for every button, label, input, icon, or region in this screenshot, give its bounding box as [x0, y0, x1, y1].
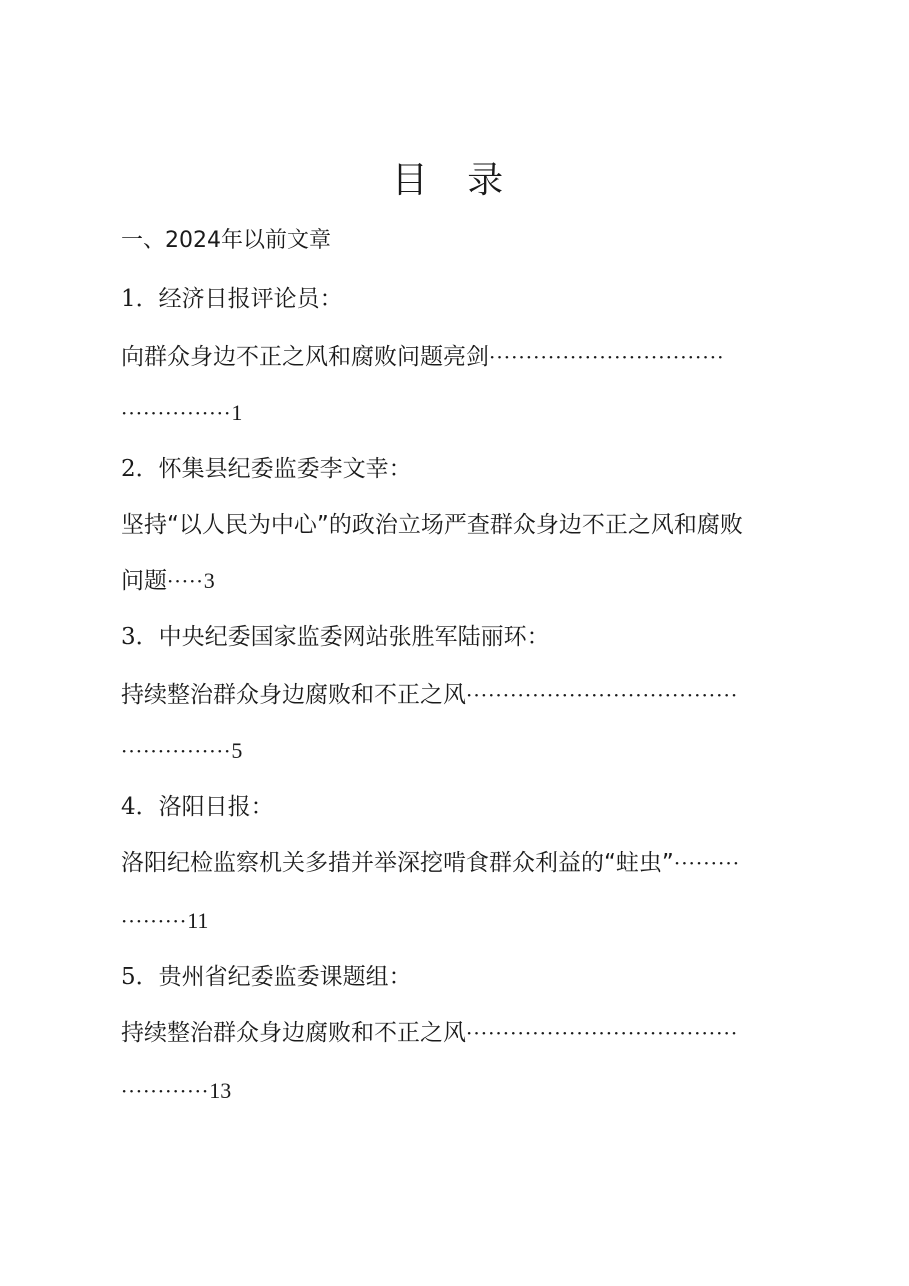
toc-entry-3-page-line [121, 734, 793, 768]
page-number: 11 [187, 908, 209, 933]
toc-entry-2-page-line [121, 564, 793, 598]
page-number: 13 [209, 1078, 232, 1103]
leader-dots: ··············· [121, 739, 232, 763]
leader-dots: ····································· [466, 1021, 739, 1045]
page-number: 5 [231, 738, 243, 763]
entry-author: 洛阳日报： [158, 794, 274, 820]
toc-entry-3-title-line[interactable] [121, 678, 793, 712]
toc-entry-4-author-line [121, 790, 793, 824]
page-number: 1 [231, 400, 243, 425]
toc-title: 目 录 [391, 160, 518, 201]
entry-index: 4． [121, 794, 159, 820]
entry-title: 持续整治群众身边腐败和不正之风 [121, 682, 466, 708]
entry-title: 向群众身边不正之风和腐败问题亮剑 [121, 344, 489, 370]
leader-dots: ····· [167, 569, 204, 593]
entry-title: 坚持“以人民为中心”的政治立场严查群众身边不正之风和腐败 [121, 512, 743, 538]
leader-dots: ································ [489, 345, 725, 369]
leader-dots: ········· [121, 909, 188, 933]
entry-author: 贵州省纪委监委课题组： [158, 964, 412, 990]
toc-entry-2-author-line [121, 452, 793, 486]
leader-dots: ····································· [466, 683, 739, 707]
toc-entry-4-title-line[interactable] [121, 846, 793, 880]
toc-entry-2-title-line[interactable] [121, 508, 793, 542]
toc-entry-1-page-line [121, 396, 793, 430]
entry-index: 1． [121, 286, 159, 312]
toc-entry-4-page-line [121, 904, 793, 938]
leader-dots: ··············· [121, 401, 232, 425]
toc-entry-5-page-line [121, 1074, 793, 1108]
page-number: 3 [203, 568, 215, 593]
section-heading: 一、2024年以前文章 [121, 228, 331, 253]
entry-title-continued: 问题 [121, 568, 167, 594]
toc-entry-5-author-line [121, 960, 793, 994]
entry-title: 持续整治群众身边腐败和不正之风 [121, 1020, 466, 1046]
entry-author: 中央纪委国家监委网站张胜军陆丽环： [158, 624, 550, 650]
entry-title: 洛阳纪检监察机关多措并举深挖啃食群众利益的“蛀虫” [121, 850, 674, 876]
entry-index: 5． [121, 964, 159, 990]
toc-entry-1-author-line [121, 282, 793, 316]
entry-author: 怀集县纪委监委李文幸： [158, 456, 412, 482]
entry-author: 经济日报评论员： [158, 286, 343, 312]
leader-dots: ········· [673, 851, 741, 875]
leader-dots: ············ [121, 1079, 210, 1103]
toc-entry-1-title-line[interactable] [121, 340, 793, 374]
entry-index: 2． [121, 456, 159, 482]
entry-index: 3． [121, 624, 159, 650]
toc-entry-5-title-line[interactable] [121, 1016, 793, 1050]
toc-entry-3-author-line [121, 620, 793, 654]
